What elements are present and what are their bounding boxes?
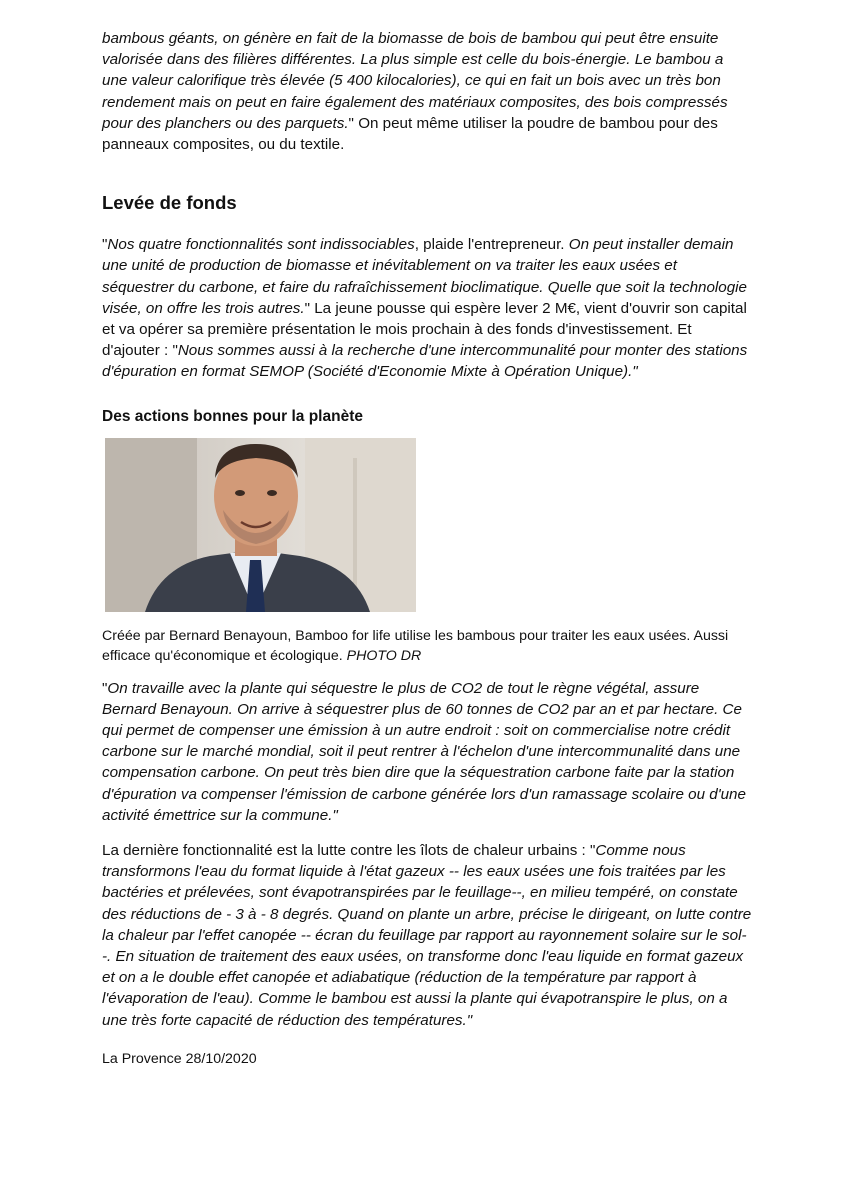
heat-quote: Comme nous transformons l'eau du format liquide à l'état gazeux -- les eaux usées une fois traitées par les bactéries et prélevées, sont évapotranspirées par le feuillage--, en milieu tempéré, on constate des réductions de - 3 à - 8 degrés. Quand on plante un arbre, précise le dirigeant, on lutte contre la chaleur par l'effet canopée -- écran du feuillage par rapport au rayonnement solaire sur le sol--. En situation de traitement des eaux usées, on transforme donc l'eau liquide en format gazeux et on a le double effet canopée et adiabatique (réduction de la température par rapport à l'évaporation de l'eau). Comme le bambou est aussi la plante qui évapotranspire le plus, on a une très forte capacité de réduction des températures." xyxy=(102,842,752,1029)
portrait-illustration xyxy=(105,438,416,612)
co2-paragraph xyxy=(102,678,752,826)
heat-islands-paragraph xyxy=(102,840,752,1031)
portrait-photo xyxy=(105,438,416,612)
co2-quote-open: " xyxy=(102,679,108,697)
fund-text-2: " La jeune pousse qui espère lever 2 M€, vient d'ouvrir son capital et va opérer sa première présentation le mois prochain à des fonds d'investissement. Et d'ajouter : " xyxy=(102,299,747,360)
fundraising-paragraph xyxy=(102,234,752,382)
heat-text: La dernière fonctionnalité est la lutte contre les îlots de chaleur urbains : " xyxy=(102,842,596,860)
article xyxy=(102,28,752,1070)
fund-quote-1: Nos quatre fonctionnalités sont indissociables xyxy=(107,236,415,254)
photo-caption xyxy=(102,626,752,666)
caption-credit: PHOTO DR xyxy=(346,647,422,664)
intro-paragraph xyxy=(102,28,752,155)
caption-text: Créée par Bernard Benayoun, Bamboo for life utilise les bambous pour traiter les eaux usées. Aussi efficace qu'économique et écologique. xyxy=(102,627,729,664)
fund-quote-3: Nous sommes aussi à la recherche d'une intercommunalité pour monter des stations d'épuration en format SEMOP (Société d'Economie Mixte à Opération Unique)." xyxy=(102,342,748,381)
intro-quote-end: " xyxy=(348,114,354,132)
intro-quote: bambous géants, on génère en fait de la biomasse de bois de bambou qui peut être ensuite valorisée dans des filières différentes. La plus simple est celle du bois-énergie. Le bambou a une valeur calorifique très élevée (5 400 kilocalories), ce qui en fait un bois avec un très bon rendement mais on peut en faire également des matériaux composites, des bois compressés pour des planchers ou des parquets. xyxy=(102,30,728,132)
section-heading-fundraising: Levée de fonds xyxy=(102,192,237,214)
source-line: La Provence 28/10/2020 xyxy=(102,1050,257,1067)
fund-text-1: , plaide l'entrepreneur. xyxy=(414,236,569,254)
fund-quote-2: On peut installer demain une unité de production de biomasse et inévitablement on va traiter les eaux usées et séquestrer du carbone, et faire du rafraîchissement bioclimatique. Quelle que soit la technologie visée, on offre les trois autres. xyxy=(102,236,747,317)
section-heading-planet: Des actions bonnes pour la planète xyxy=(102,407,363,425)
fund-quote-open: " xyxy=(102,236,108,254)
intro-plain-text: On peut même utiliser la poudre de bambou pour des panneaux composites, ou du textile. xyxy=(102,114,718,154)
co2-quote: On travaille avec la plante qui séquestre le plus de CO2 de tout le règne végétal, assure Bernard Benayoun. On arrive à séquestrer plus de 60 tonnes de CO2 par an et par hectare. Ce qui permet de compenser une émission à un autre endroit : soit on commercialise notre crédit carbone sur le marché mondial, soit il peut rentrer à l'échelon d'une intercommunalité dans une compensation carbone. On peut très bien dire que la séquestration carbone faite par la station d'épuration va compenser l'émission de carbone générée lors d'un ramassage scolaire ou d'une activité émettrice sur la commune." xyxy=(102,679,746,824)
